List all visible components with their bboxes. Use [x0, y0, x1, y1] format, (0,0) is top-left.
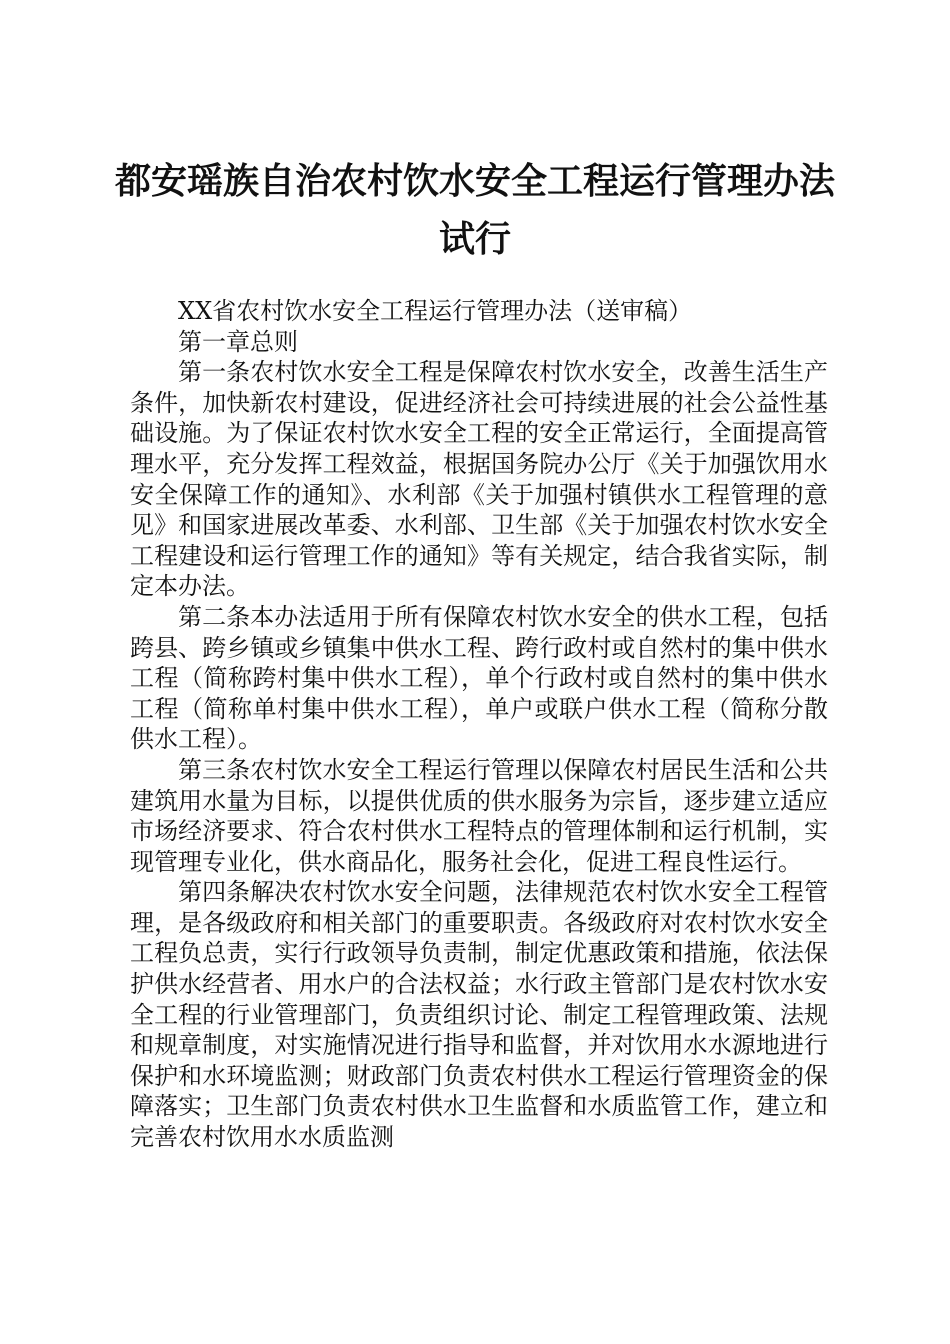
- article-4-paragraph: 第四条解决农村饮水安全问题，法律规范农村饮水安全工程管理，是各级政府和相关部门的重要职责。各级政府对农村饮水安全工程负总责，实行行政领导负责制，制定优惠政策和措施，依法保护供水经营者、用水户的合法权益；水行政主管部门是农村饮水安全工程的行业管理部门，负责组织讨论、制定工程管理政策、法规和规章制度，对实施情况进行指导和监督，并对饮用水水源地进行保护和水环境监测；财政部门负责农村供水工程运行管理资金的保障落实；卫生部门负责农村供水卫生监督和水质监管工作，建立和完善农村饮用水水质监测: [130, 878, 828, 1152]
- article-1-paragraph: 第一条农村饮水安全工程是保障农村饮水安全，改善生活生产条件，加快新农村建设，促进经济社会可持续进展的社会公益性基础设施。为了保证农村饮水安全工程的安全正常运行，全面提高管理水平，充分发挥工程效益，根据国务院办公厅《关于加强饮用水安全保障工作的通知》、水利部《关于加强村镇供水工程管理的意见》和国家进展改革委、水利部、卫生部《关于加强农村饮水安全工程建设和运行管理工作的通知》等有关规定，结合我省实际，制定本办法。: [130, 358, 828, 601]
- document-title-line-2: 试行: [438, 219, 511, 260]
- document-title-line-1: 都安瑶族自治农村饮水安全工程运行管理办法: [114, 161, 835, 202]
- article-3-paragraph: 第三条农村饮水安全工程运行管理以保障农村居民生活和公共建筑用水量为目标，以提供优质的供水服务为宗旨，逐步建立适应市场经济要求、符合农村供水工程特点的管理体制和运行机制，实现管理专业化，供水商品化，服务社会化，促进工程良性运行。: [130, 755, 828, 876]
- subtitle-paragraph: XX省农村饮水安全工程运行管理办法（送审稿）: [178, 297, 693, 325]
- chapter-heading: 第一章总则: [178, 327, 298, 356]
- document-body: [130, 296, 828, 1153]
- article-2-paragraph: 第二条本办法适用于所有保障农村饮水安全的供水工程，包括跨县、跨乡镇或乡镇集中供水工程、跨行政村或自然村的集中供水工程（简称跨村集中供水工程），单个行政村或自然村的集中供水工程（简称单村集中供水工程），单户或联户供水工程（简称分散供水工程）。: [130, 602, 828, 754]
